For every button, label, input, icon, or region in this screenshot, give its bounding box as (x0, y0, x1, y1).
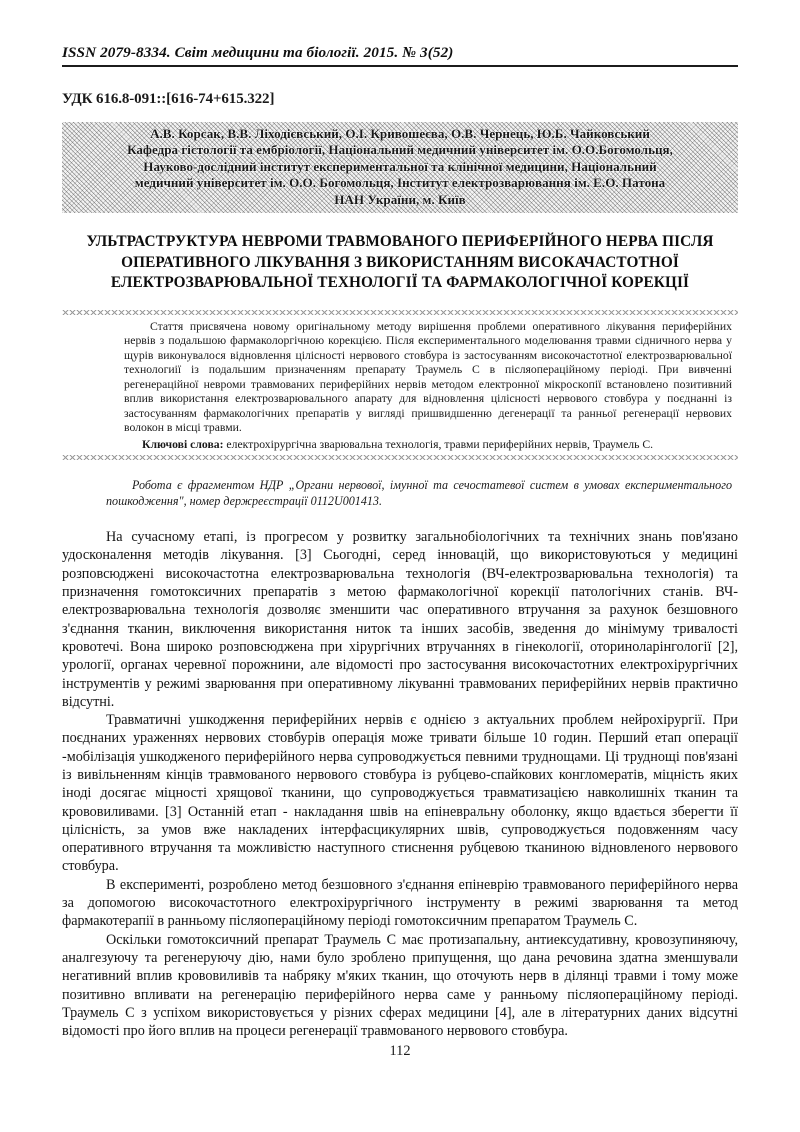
abstract (62, 320, 738, 436)
body-paragraph: Травматичні ушкодження периферійних нервів є однією з актуальних проблем нейрохірургії. При поєднаних ураженнях нервових стовбурів операція може тривати більше 10 годин. Перший етап операції -мобілізація ушкодженого периферійного нерва супроводжується певними труднощами. Ці труднощі пов'язані із вивільненням кінців травмованого нервового стовбура із рубцево-спайкових конгломератів, міцність яких іноді досягає міцності хрящової тканини, що супроводжується травматизацією навколишніх тканин та крововиливами. [3] Останній етап - накладання швів на епіневральну оболонку, якщо вдається зберегти її цілісність, за умов вже накладених інтерфасцикулярних швів, супроводжується подовженням часу оперативного втручання та можливістю наступного стиснення рубцевою тканиною відновленого нервового стовбура. (62, 712, 738, 875)
author-line: А.В. Корсак, В.В. Ліходієвський, О.І. Кривошеєва, О.В. Чернець, Ю.Б. Чайковський (150, 126, 650, 141)
page-number: 112 (389, 1043, 411, 1059)
running-head: ISSN 2079-8334. Світ медицини та біології. 2015. № 3(52) (62, 44, 454, 61)
title-line: УЛЬТРАСТРУКТУРА НЕВРОМИ ТРАВМОВАНОГО ПЕРИФЕРІЙНОГО НЕРВА ПІСЛЯ (86, 233, 714, 251)
keywords-label: Ключові слова: (142, 437, 224, 451)
title-line: ОПЕРАТИВНОГО ЛІКУВАННЯ З ВИКОРИСТАННЯМ ВИСОКАЧАСТОТНОЇ (121, 253, 679, 271)
body-paragraph: На сучасному етапі, із прогресом у розвитку загальнобіологічних та технічних знань пов'язано удосконалення методів лікування. [3] Сьогодні, серед інновацій, що використовуються у медицині розповсюджені високочастотна електрозварювальна технологія (ВЧ-електрозварювальна технологія) та призначення гомотоксичних препаратів з метою фармакологічної корекції патологічних станів. ВЧ-електрозварювальна технологія дозволяє зменшити час оперативного втручання за рахунок безшовного з'єднання тканин, виключення використання ниток та інших засобів, зведення до мінімуму тривалості кровотечі. Вона широко розповсюджена при хірургічних втручаннях в гінекології, оториноларінгології [2], урології, органах черевної порожнини, але відомості про застосування високочастотних електрохірургічних інструментів у режимі зварювання при оперативному лікуванні травмованих периферійних нервів практично відсутні. (62, 529, 738, 710)
keywords-text: електрохірургічна зварювальна технологія, травми периферійних нервів, Траумель С. (223, 437, 654, 451)
abstract-text: Стаття присвячена новому оригінальному методу вирішення проблеми оперативного лікування периферійних нервів з подальшою фармаколоргічною корекцією. Після експериментального моделювання травми сідничного нерва у щурів виконувалося відновлення цілісності нервового стовбура із застосуванням високочастотної електрозварювальної технологиії із подальшим призначенням препарату Траумель С в післяопераційному періоді. При вивченні регенераційної невроми травмованих периферійних нервів методом електронної мікроскопії встановлено позитивний вплив використання електрозварювального апарату для відновлення цілісності нервового стовбура у поєднанні із застосуванням фармакологічних препаратів у вигляді пришвидшенню дегенерації та ранньої регенерації нервових волокон в місці травми. (124, 319, 732, 435)
wavy-rule-bottom (62, 453, 738, 460)
title-line: ЕЛЕКТРОЗВАРЮВАЛЬНОЇ ТЕХНОЛОГІЇ ТА ФАРМАКОЛОГІЧНОЇ КОРЕКЦІЇ (110, 274, 690, 292)
body-paragraph: Оскільки гомотоксичний препарат Траумель С має протизапальну, антиексудативну, кровозупиняючу, аналгезуючу та регенеруючу дію, нами було зроблено припущення, що дана речовина здатна зменшували негативний вплив крововиливів та набряку м'яких тканин, що оточують нерв в ділянці травми і тому може позитивно впливати на регенерацію периферійного нерва саме у ранньому післяопераційному періоді. Траумель С з успіхом використовується у різних сферах медицини [4], але в літературних даних відсутні відомості про його вплив на процеси регенерації травмованого нервового стовбура. (62, 931, 738, 1040)
affiliation-line: НАН України, м. Київ (334, 191, 466, 207)
article-title (62, 232, 738, 294)
affiliation-line: Науково-дослідний інститут експериментальної та клінічної медицини, Національний (143, 158, 657, 174)
funding-note-text: Робота є фрагментом НДР „Органи нервової, імунної та сечостатевої систем в умовах експериментального пошкодження", номер держреєстрації 0112U001413. (106, 478, 732, 508)
udc-code: УДК 616.8-091::[616-74+615.322] (62, 91, 275, 107)
funding-note (62, 478, 738, 509)
author-affiliation-block (62, 122, 738, 213)
keywords (62, 438, 738, 453)
body-paragraph: В експерименті, розроблено метод безшовного з'єднання епіневрію травмованого периферійного нерва за допомогою високочастотного електрохірургічного інструменту в режимі зварювання та метод фармакотерапії в ранньому післяопераційному періоді гомотоксичним препаратом Траумель С. (62, 876, 738, 930)
article-body (62, 528, 738, 1040)
affiliation-line: Кафедра гістології та ембріології, Національний медичний університет ім. О.О.Богомольця, (127, 142, 673, 158)
wavy-rule-top (62, 308, 738, 315)
running-head-rule (62, 65, 738, 67)
affiliation-line: медичний університет ім. О.О. Богомольця, Інститут електрозварювання ім. Е.О. Патона (134, 175, 666, 191)
